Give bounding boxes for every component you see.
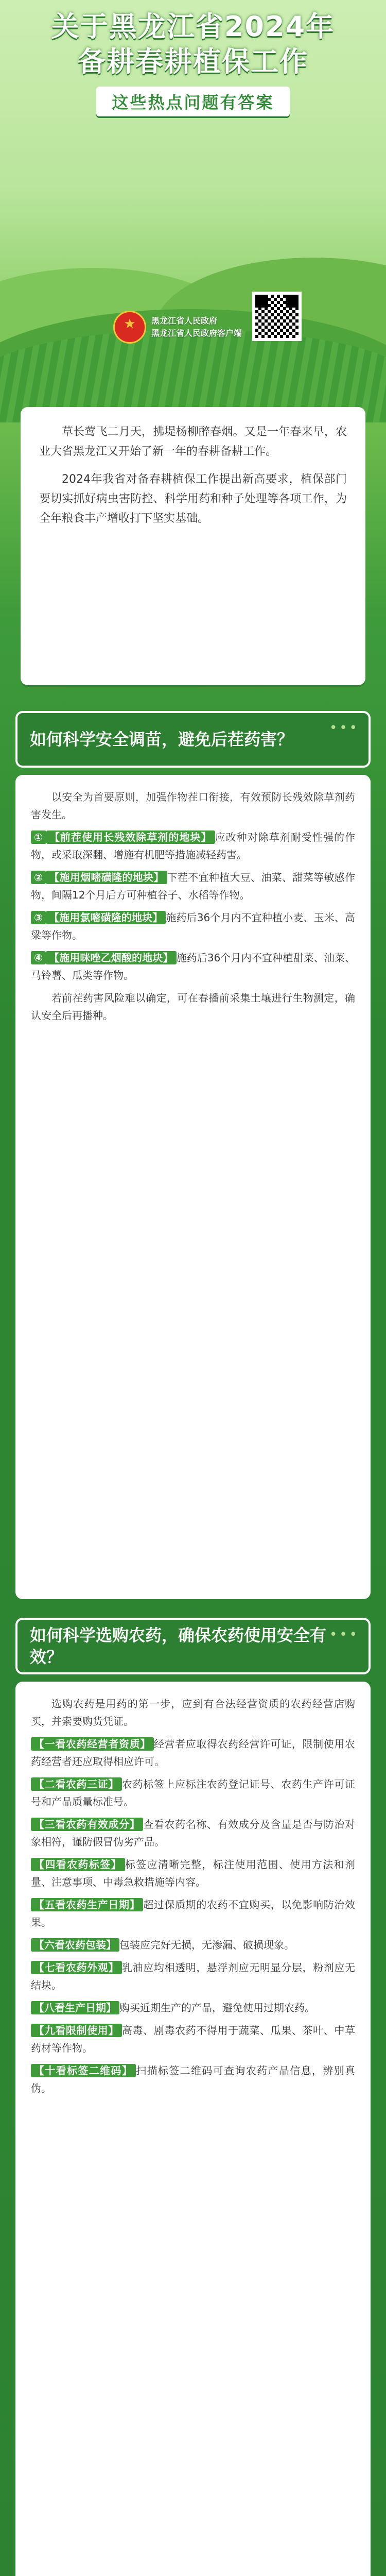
logo-line2: 黑龙江省人民政府客户端 [151, 328, 242, 338]
number-badge: ④ [31, 951, 46, 964]
dots-icon: ••• [329, 720, 359, 736]
highlight-label: 【八看生产日期】 [31, 2001, 119, 2014]
paragraph: 【三看农药有效成分】 查看农药名称、有效成分及含量是否与防治对象相符，谨防假冒伪劣产品。 [31, 1818, 356, 1848]
paragraph: 【五看农药生产日期】 超过保质期的农药不宜购买，以免影响防治效果。 [31, 1899, 356, 1928]
highlight-label: 【前茬使用长残效除草剂的地块】 [46, 831, 215, 844]
number-badge: ① [31, 831, 46, 844]
paragraph: ③ 【施用氯嘧磺隆的地块】 施药后36个月内不宜种植小麦、玉米、高粱等作物。 [31, 911, 356, 941]
section-header [15, 1618, 371, 1674]
highlight-label: 【五看农药生产日期】 [31, 1898, 143, 1911]
highlight-label: 【一看农药经营者资质】 [31, 1737, 154, 1751]
paragraph: 【十看标签二维码】 扫描标签二维码可查询农药产品信息，辨别真伪。 [31, 2064, 356, 2094]
paragraph: 【九看限制使用】 高毒、剧毒农药不得用于蔬菜、瓜果、茶叶、中草药材等作物。 [31, 2024, 356, 2054]
paragraph: 【一看农药经营者资质】 经营者应取得农药经营许可证，限制使用农药经营者还应取得相应许可。 [31, 1738, 356, 1768]
number-badge: ③ [31, 911, 46, 924]
section-pesticide [15, 1618, 371, 2576]
highlight-label: 【十看标签二维码】 [31, 2064, 136, 2077]
section-body [15, 775, 371, 1599]
paragraph: 【八看生产日期】 购买近期生产的产品，避免使用过期农药。 [31, 1999, 355, 2016]
intro-paragraph-1: 草长莺飞二月天，拂堤杨柳醉春烟。又是一年春来早，农业大省黑龙江又开始了新一年的春耕备耕工作。 [39, 426, 347, 458]
paragraph: 【四看农药标签】 标签应清晰完整，标注使用范围、使用方法和剂量、注意事项、中毒急救措施等内容。 [31, 1858, 356, 1888]
highlight-label: 【施用烟嘧磺隆的地块】 [46, 871, 167, 884]
paragraph: ① 【前茬使用长残效除草剂的地块】 应改种对除草剂耐受性强的作物，或采取深翻、增施有机肥等措施减轻药害。 [31, 831, 356, 861]
number-badge: ② [31, 871, 46, 884]
highlight-label: 【四看农药标签】 [31, 1858, 125, 1871]
title-block [0, 9, 386, 116]
subtitle-banner: 这些热点问题有答案 [96, 87, 289, 116]
section-herbicide [15, 711, 371, 1599]
intro-card [21, 407, 365, 685]
qr-code-icon[interactable] [252, 292, 302, 341]
publisher-logo [113, 309, 268, 345]
logo-line1: 黑龙江省人民政府 [151, 316, 218, 326]
paragraph: 【二看农药三证】 农药标签上应标注农药登记证号、农药生产许可证号和产品质量标准号。 [31, 1778, 356, 1808]
paragraph: 以安全为首要原则，加强作物茬口衔接，有效预防长残效除草剂药害发生。 [31, 791, 355, 821]
paragraph: 选购农药是用药的第一步，应到有合法经营资质的农药经营店购买，并索要购货凭证。 [31, 1698, 355, 1727]
highlight-label: 【施用氯嘧磺隆的地块】 [46, 911, 166, 924]
section-header [15, 711, 371, 768]
highlight-label: 【二看农药三证】 [31, 1777, 122, 1791]
paragraph: 【六看农药包装】 包装应完好无损，无渗漏、破损现象。 [31, 1936, 355, 1954]
highlight-label: 【施用咪唑乙烟酸的地块】 [46, 951, 177, 964]
highlight-label: 【三看农药有效成分】 [31, 1818, 143, 1831]
highlight-label: 【七看农药外观】 [31, 1961, 122, 1974]
paragraph: ② 【施用烟嘧磺隆的地块】 下茬不宜种植大豆、油菜、甜菜等敏感作物，间隔12个月后方可种植谷子、水稻等作物。 [31, 871, 355, 901]
paragraph: ④ 【施用咪唑乙烟酸的地块】 施药后36个月内不宜种植甜菜、油菜、马铃薯、瓜类等作物。 [31, 952, 356, 981]
dots-icon: ••• [329, 1627, 359, 1642]
paragraph: 若前茬药害风险难以确定，可在春播前采集土壤进行生物测定，确认安全后再播种。 [31, 992, 355, 1022]
section-title: 如何科学安全调苗，避免后茬药害？ [30, 730, 294, 749]
section-title: 如何科学选购农药，确保农药使用安全有效？ [30, 1625, 327, 1667]
emblem-icon [113, 311, 146, 344]
section-body [15, 1682, 371, 2576]
main-title-line2: 备耕春耕植保工作 [78, 45, 308, 78]
highlight-label: 【六看农药包装】 [31, 1938, 119, 1952]
main-title-line1: 关于黑龙江省2024年 [51, 10, 335, 43]
intro-paragraph-2: 2024年我省对备春耕植保工作提出新高要求，植保部门要切实抓好病虫害防控、科学用药和种子处理等各项工作，为全年粮食丰产增收打下坚实基础。 [39, 473, 347, 525]
highlight-label: 【九看限制使用】 [31, 2024, 122, 2037]
paragraph: 【七看农药外观】 乳油应均相透明，悬浮剂应无明显分层，粉剂应无结块。 [31, 1961, 356, 1991]
hero-banner [0, 0, 386, 422]
